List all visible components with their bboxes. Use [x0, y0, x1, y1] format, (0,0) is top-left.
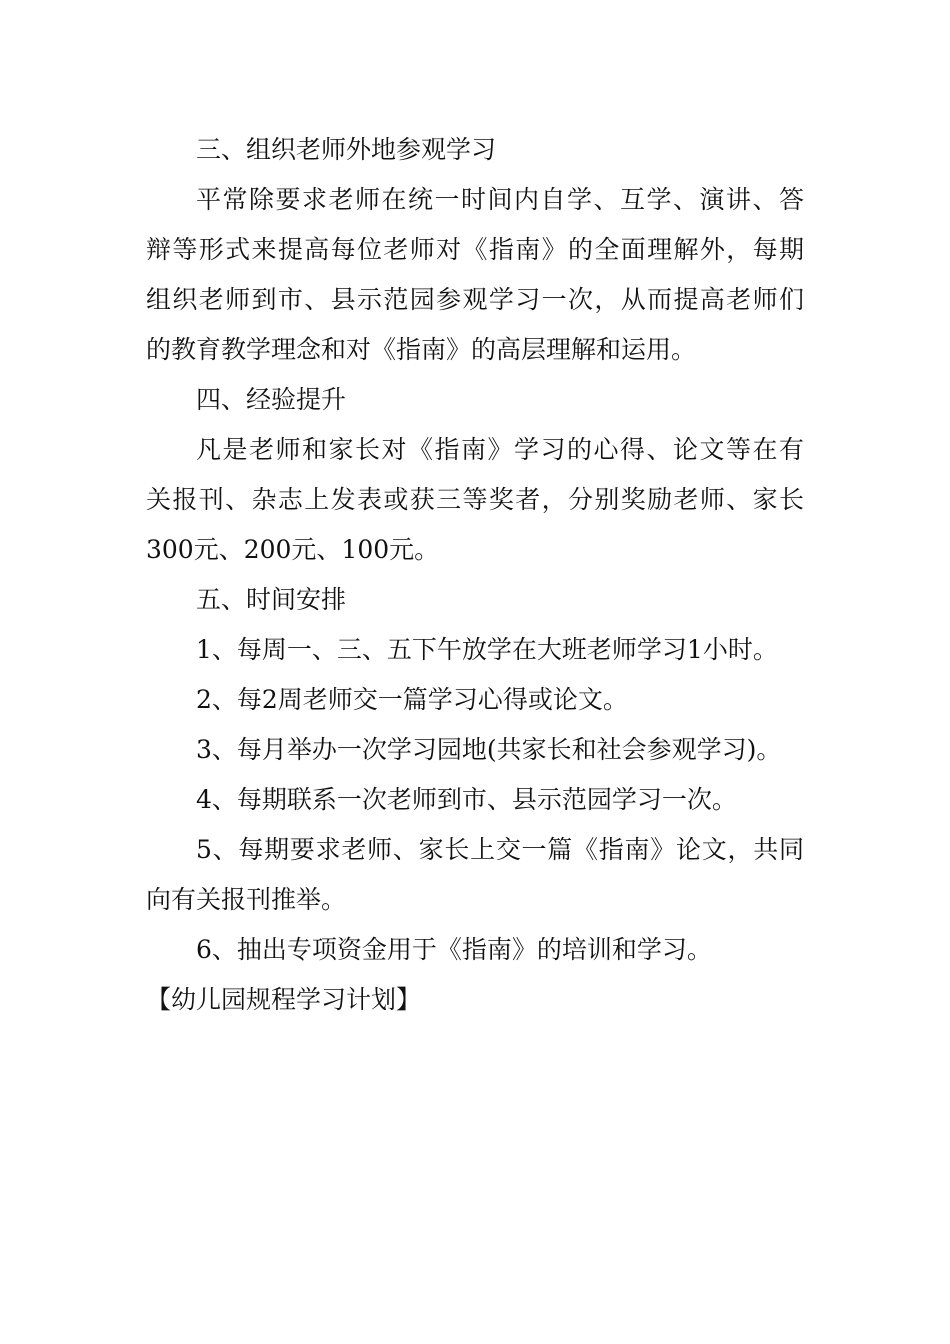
section-4-paragraph-line: 凡是老师和家长对《指南》学习的心得、论文等在有 [196, 435, 804, 464]
footer-title: 【幼儿园规程学习计划】 [146, 985, 422, 1014]
section-5-heading: 五、时间安排 [196, 585, 347, 614]
section-3-paragraph-line: 辩等形式来提高每位老师对《指南》的全面理解外，每期 [146, 235, 804, 264]
schedule-item: 3、每月举办一次学习园地(共家长和社会参观学习)。 [196, 735, 782, 764]
schedule-item: 4、每期联系一次老师到市、县示范园学习一次。 [196, 785, 737, 814]
section-4-heading: 四、经验提升 [196, 385, 347, 414]
section-3-paragraph-line: 组织老师到市、县示范园参观学习一次，从而提高老师们 [146, 285, 804, 314]
section-3-paragraph-line: 平常除要求老师在统一时间内自学、互学、演讲、答 [196, 185, 804, 214]
section-3-heading: 三、组织老师外地参观学习 [196, 135, 497, 164]
schedule-item: 1、每周一、三、五下午放学在大班老师学习1小时。 [196, 635, 778, 664]
section-3-paragraph-line: 的教育教学理念和对《指南》的高层理解和运用。 [146, 335, 697, 364]
schedule-item-continuation: 向有关报刊推举。 [146, 885, 347, 914]
schedule-item: 5、每期要求老师、家长上交一篇《指南》论文，共同 [196, 835, 804, 864]
schedule-item: 2、每2周老师交一篇学习心得或论文。 [196, 685, 628, 714]
section-4-paragraph-line: 300元、200元、100元。 [146, 535, 440, 564]
schedule-item: 6、抽出专项资金用于《指南》的培训和学习。 [196, 935, 712, 964]
section-4-paragraph-line: 关报刊、杂志上发表或获三等奖者，分别奖励老师、家长 [146, 485, 804, 514]
